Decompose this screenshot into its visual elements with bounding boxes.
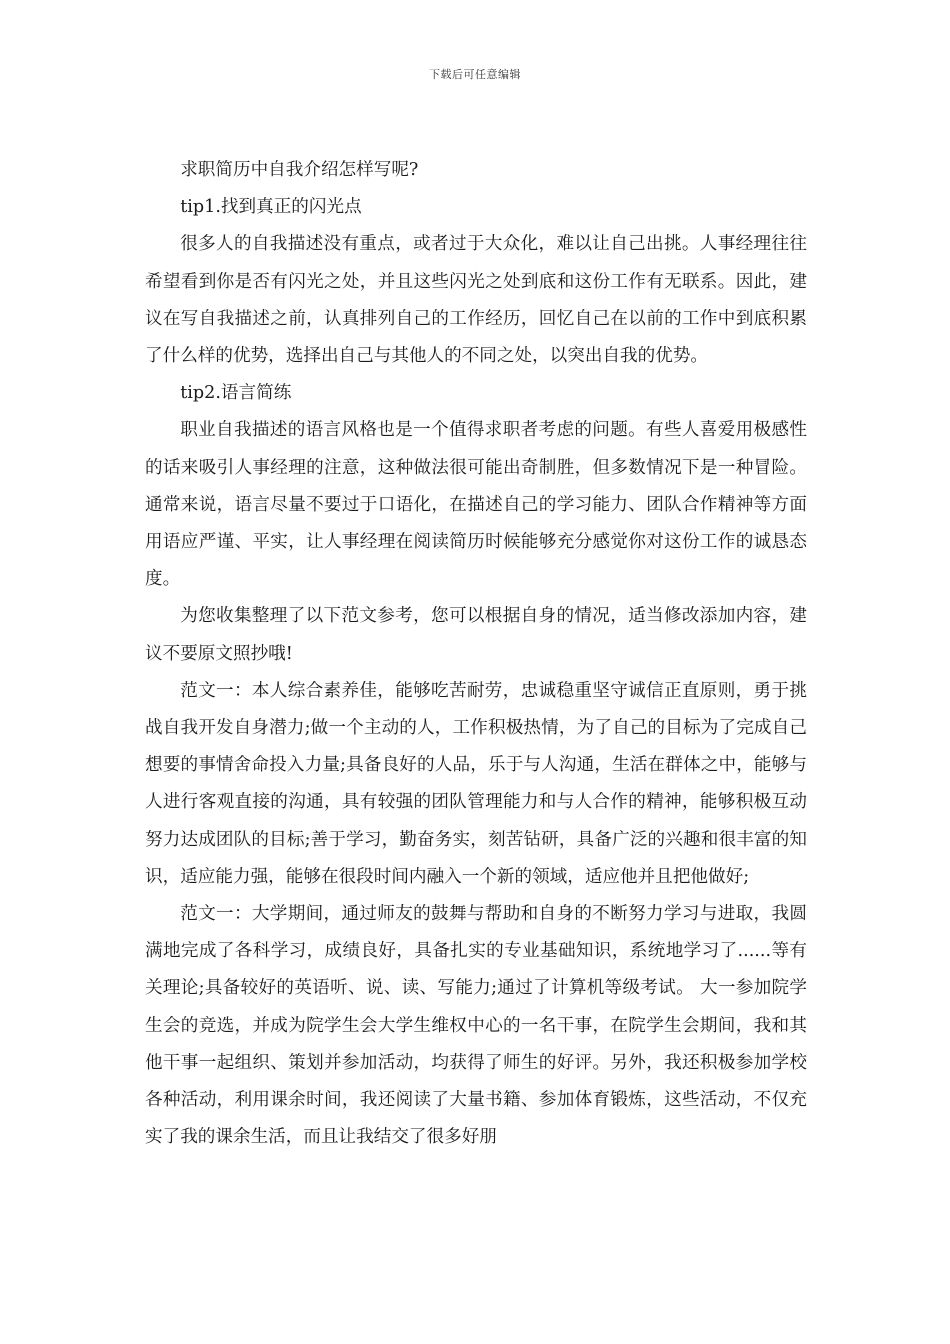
tip2-paragraph: 职业自我描述的语言风格也是一个值得求职者考虑的问题。有些人喜爱用极感性的话来吸引人事经理的注意，这种做法很可能出奇制胜，但多数情况下是一种冒险。通常来说，语言尽量不要过于口语化，在描述自己的学习能力、团队合作精神等方面用语应严谨、平实，让人事经理在阅读简历时候能够充分感觉你对这份工作的诚恳态度。	[145, 420, 807, 590]
tip1-paragraph: 很多人的自我描述没有重点，或者过于大众化，难以让自己出挑。人事经理往往希望看到你是否有闪光之处，并且这些闪光之处到底和这份工作有无联系。因此，建议在写自我描述之前，认真排列自己的工作经历，回忆自己在以前的工作中到底积累了什么样的优势，选择出自己与其他人的不同之处，以突出自我的优势。	[145, 234, 807, 367]
document-title: 求职简历中自我介绍怎样写呢?	[180, 160, 419, 180]
document-body	[145, 152, 807, 1156]
tip1-heading: tip1.找到真正的闪光点	[180, 197, 362, 218]
sample-text-1: 范文一：本人综合素养佳，能够吃苦耐劳，忠诚稳重坚守诚信正直原则，勇于挑战自我开发自身潜力;做一个主动的人，工作积极热情，为了自己的目标为了完成自己想要的事情舍命投入力量;具备良好的人品，乐于与人沟通，生活在群体之中，能够与人进行客观直接的沟通，具有较强的团队管理能力和与人合作的精神，能够积极互动努力达成团队的目标;善于学习，勤奋务实，刻苦钻研，具备广泛的兴趣和很丰富的知识，适应能力强，能够在很段时间内融入一个新的领域，适应他并且把他做好;	[145, 680, 807, 887]
sample-text-2: 范文一：大学期间，通过师友的鼓舞与帮助和自身的不断努力学习与进取，我圆满地完成了各科学习，成绩良好，具备扎实的专业基础知识，系统地学习了......等有关理论;具备较好的英语听、说、读、写能力;通过了计算机等级考试。 大一参加院学生会的竞选，并成为院学生会大学生维权中心的一名干事，在院学生会期间，我和其他干事一起组织、策划并参加活动，均获得了师生的好评。另外，我还积极参加学校各种活动，利用课余时间，我还阅读了大量书籍、参加体育锻炼，这些活动，不仅充实了我的课余生活，而且让我结交了很多好朋	[145, 904, 807, 1148]
intro-paragraph: 为您收集整理了以下范文参考，您可以根据自身的情况，适当修改添加内容，建议不要原文照抄哦!	[145, 606, 807, 664]
tip2-heading: tip2.语言简练	[180, 383, 292, 404]
page-header-caption: 下载后可任意编辑	[429, 68, 521, 81]
